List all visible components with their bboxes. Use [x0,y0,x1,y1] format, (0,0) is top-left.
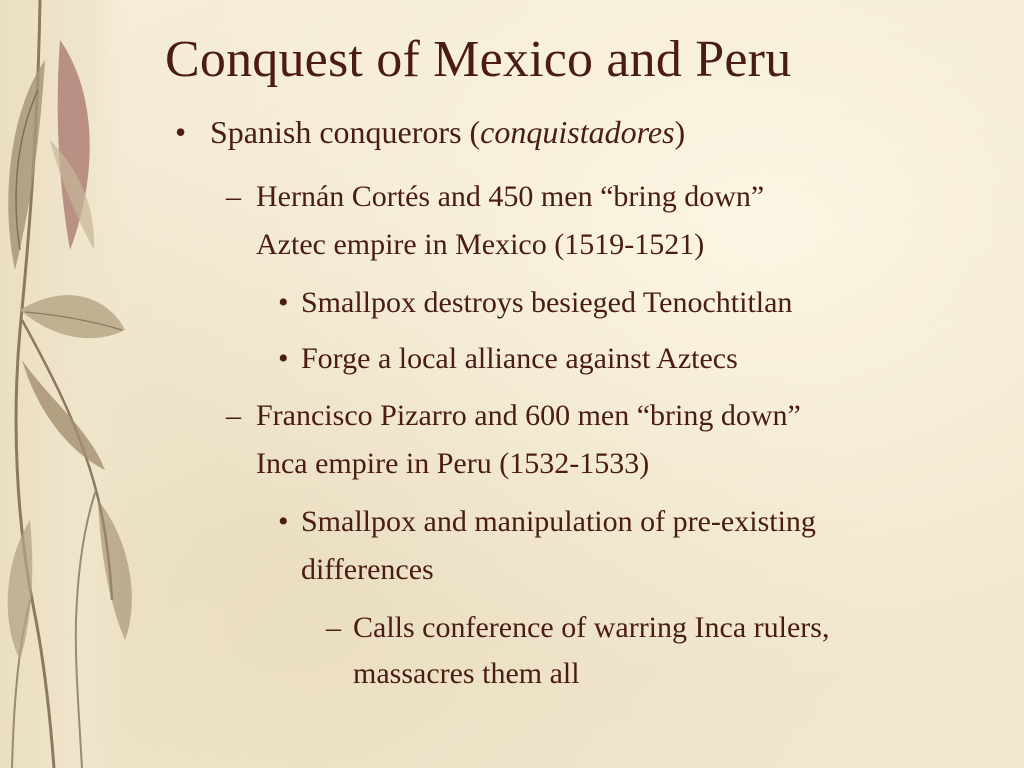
subsubbullet-smallpox-manipulation-line1: Smallpox and manipulation of pre-existing [301,505,816,538]
dash-marker: – [226,180,241,213]
bullet-marker: • [278,286,289,319]
bullet-text-end: ) [674,114,686,150]
subsubbullet-local-alliance: Forge a local alliance against Aztecs [301,342,738,375]
subbullet-pizarro-line2: Inca empire in Peru (1532-1533) [256,447,650,480]
subbullet-cortes-line2: Aztec empire in Mexico (1519-1521) [256,228,705,261]
level4-calls-conference-line2: massacres them all [353,657,580,690]
subsubbullet-smallpox-manipulation-line2: differences [301,553,434,586]
subsubbullet-smallpox-tenochtitlan: Smallpox destroys besieged Tenochtitlan [301,286,793,319]
subbullet-pizarro-line1: Francisco Pizarro and 600 men “bring down” [256,399,801,432]
subbullet-cortes-line1: Hernán Cortés and 450 men “bring down” [256,180,765,213]
bullet-text: Spanish conquerors ( [210,114,481,150]
dash-marker: – [326,611,341,644]
bullet-marker: • [175,114,187,150]
slide-title: Conquest of Mexico and Peru [165,31,792,88]
bullet-marker: • [278,342,289,375]
bullet-spanish-conquerors [210,114,685,151]
bullet-italic-text: conquistadores [480,114,675,150]
bullet-marker: • [278,505,289,538]
level4-calls-conference-line1: Calls conference of warring Inca rulers, [353,611,830,644]
dash-marker: – [226,399,241,432]
